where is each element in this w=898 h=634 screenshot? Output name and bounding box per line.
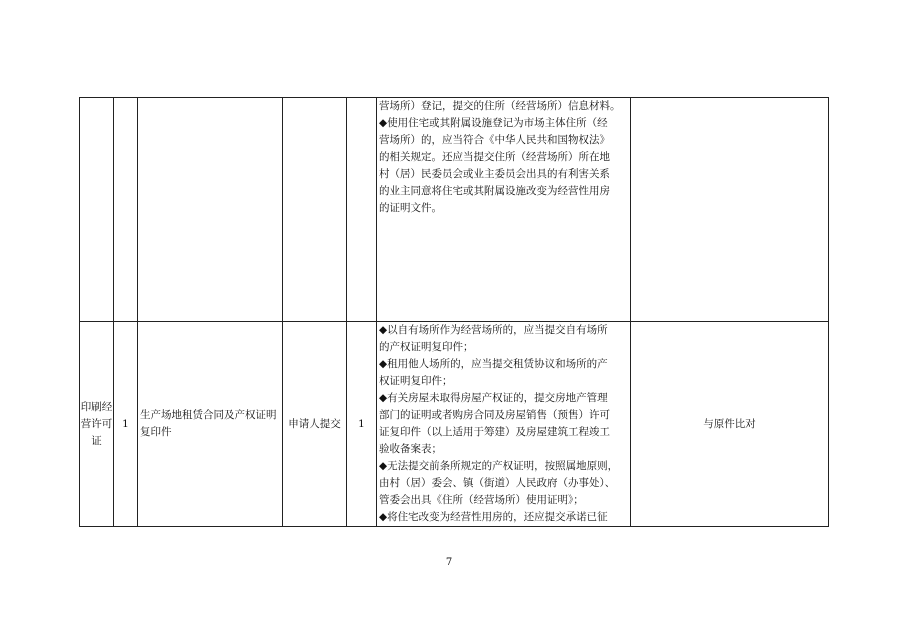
requirement-line: ◆以自有场所作为经营场所的，应当提交自有场所 [379,324,608,336]
table-row [80,322,829,527]
requirement-line: ◆有关房屋未取得房屋产权证的，提交房地产管理 [379,392,608,404]
count-cell: 1 [347,322,377,527]
requirements-cell [377,322,631,527]
table-row [80,98,829,322]
source-cell [283,98,347,322]
requirement-line: 的业主同意将住宅或其附属设施改变为经营性用房 [379,185,610,197]
count-cell [347,98,377,322]
requirement-line: 管委会出具《住所（经营场所）使用证明》； [379,494,584,506]
requirements-table [79,97,829,527]
name-cell [138,98,283,322]
requirement-line: 营场所）登记，提交的住所（经营场所）信息材料。 [379,100,621,112]
requirement-line: ◆使用住宅或其附属设施登记为市场主体住所（经 [379,117,608,129]
requirement-line: 权证明复印件； [379,375,453,387]
requirement-line: 的产权证明复印件； [379,341,474,353]
requirement-line: 营场所）的，应当符合《中华人民共和国物权法》 [379,134,610,146]
material-cell [80,98,114,322]
requirement-line: 的证明文件。 [379,202,442,214]
material-line: 营许可 [80,417,113,430]
requirement-line: 部门的证明或者购房合同及房屋销售（预售）许可 [379,409,610,421]
requirement-line: ◆租用他人场所的，应当提交租赁协议和场所的产 [379,358,608,370]
remarks-cell: 与原件比对 [631,322,829,527]
requirement-line: ◆将住宅改变为经营性用房的，还应提交承诺已征 [379,511,608,523]
material-cell [80,322,114,527]
page-number: 7 [445,557,453,568]
remarks-cell [631,98,829,322]
requirement-line: 验收备案表； [379,443,442,455]
material-line: 证 [91,434,102,447]
source-cell: 申请人提交 [283,322,347,527]
requirement-line: ◆无法提交前条所规定的产权证明，按照属地原则， [379,460,619,472]
requirement-line: 的相关规定。还应当提交住所（经营场所）所在地 [379,151,610,163]
material-line: 印刷经 [80,400,113,413]
name-cell: 生产场地租赁合同及产权证明复印件 [138,322,283,527]
number-cell: 1 [114,322,138,527]
requirement-line: 由村（居）委会、镇（街道）人民政府（办事处）、 [379,477,616,489]
requirement-line: 证复印件（以上适用于筹建）及房屋建筑工程竣工 [379,426,610,438]
number-cell [114,98,138,322]
requirements-cell [377,98,631,322]
requirement-line: 村（居）民委员会或业主委员会出具的有利害关系 [379,168,610,180]
